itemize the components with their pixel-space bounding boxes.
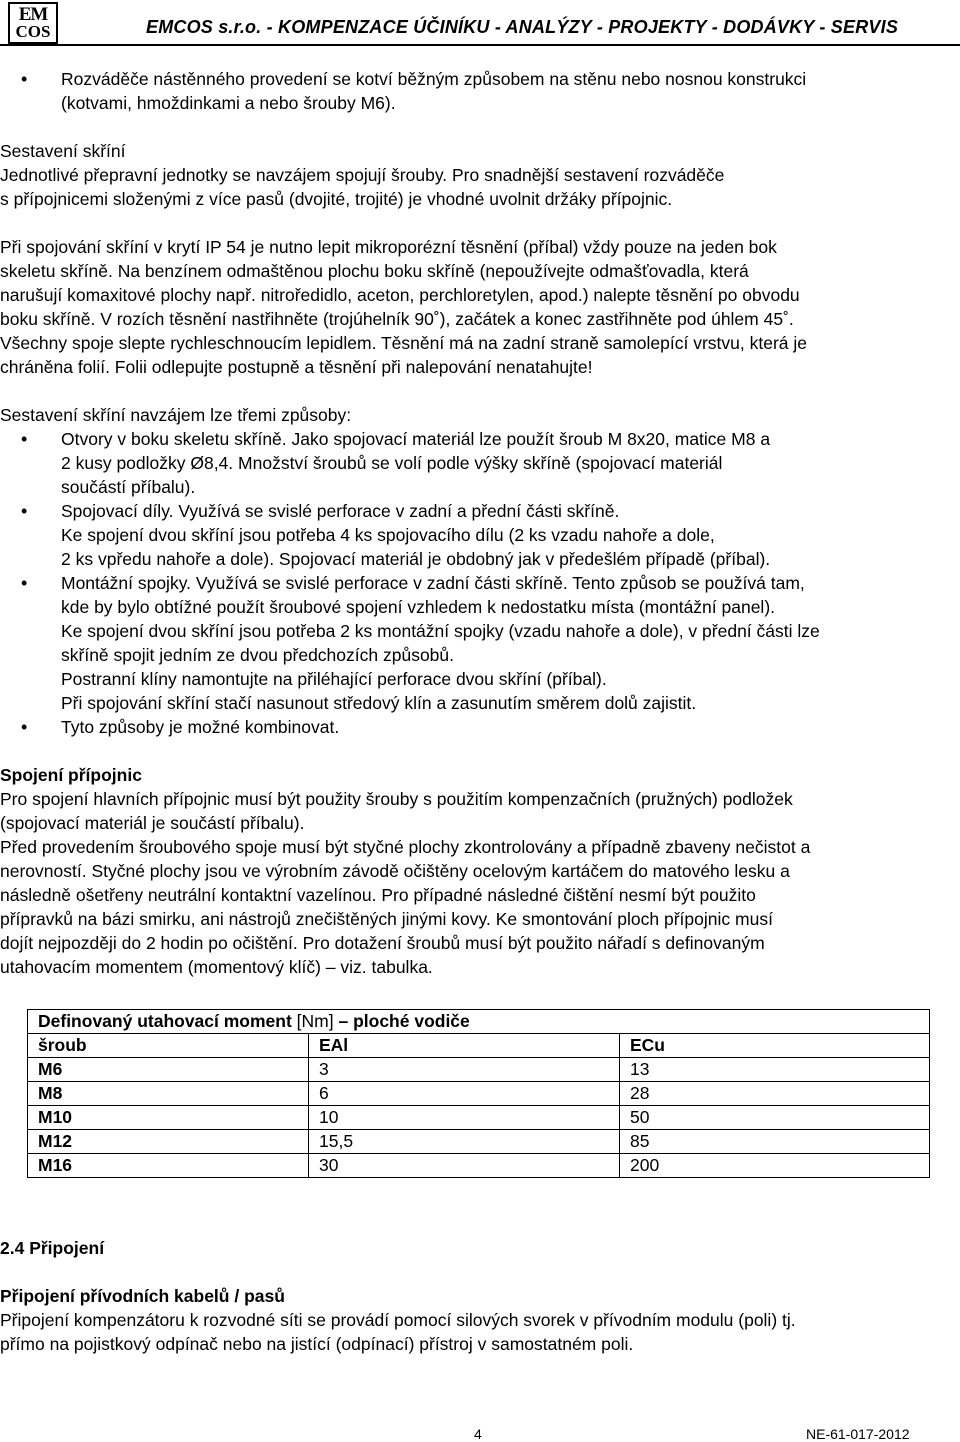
method-line: Při spojování skříní stačí nasunout středový klín a zasunutím směrem dolů zajistit. <box>61 693 697 713</box>
paragraph-line: utahovacím momentem (momentový klíč) – viz. tabulka. <box>0 957 433 977</box>
table-cell: 15,5 <box>309 1130 620 1154</box>
paragraph-line: Všechny spoje slepte rychleschnoucím lepidlem. Těsnění má na zadní straně samolepící vrstvu, která je <box>0 333 808 353</box>
column-header: EAl <box>309 1034 620 1058</box>
table-cell: 85 <box>620 1130 930 1154</box>
document-body <box>0 67 960 979</box>
section-heading: 2.4 Připojení <box>0 1238 105 1258</box>
table-cell: 50 <box>620 1106 930 1130</box>
method-line: 2 kusy podložky Ø8,4. Množství šroubů se volí podle výšky skříně (spojovací materiál <box>61 453 723 473</box>
paragraph-line: nerovností. Styčné plochy jsou ve výrobním závodě očištěny ocelovým kartáčem do matového lesku a <box>0 861 790 881</box>
table-cell: 30 <box>309 1154 620 1178</box>
paragraph-line: dojít nejpozději do 2 hodin po očištění. Pro dotažení šroubů musí být použito nářadí s definovaným <box>0 933 765 953</box>
document-number: NE-61-017-2012 <box>806 1426 910 1442</box>
table-title-main: Definovaný utahovací moment <box>38 1011 292 1031</box>
bullet-icon: • <box>21 501 28 521</box>
table-title-unit: [Nm] <box>291 1011 339 1031</box>
table-title-suffix: – ploché vodiče <box>338 1011 470 1031</box>
bullet-icon: • <box>21 429 28 449</box>
header-divider <box>0 44 960 46</box>
method-item <box>0 499 960 571</box>
section-heading: Sestavení skříní <box>0 141 126 161</box>
subsection-heading: Připojení přívodních kabelů / pasů <box>0 1286 285 1306</box>
paragraph-line: Jednotlivé přepravní jednotky se navzájem spojují šrouby. Pro snadnější sestavení rozváděče <box>0 165 725 185</box>
table-cell: 6 <box>309 1082 620 1106</box>
bullet-line: Rozváděče nástěnného provedení se kotví běžným způsobem na stěnu nebo nosnou konstrukci <box>61 69 807 89</box>
method-line: Spojovací díly. Využívá se svislé perforace v zadní a přední části skříně. <box>61 501 620 521</box>
method-item <box>0 427 960 499</box>
company-logo <box>8 2 58 44</box>
section-heading: Spojení přípojnic <box>0 765 142 785</box>
paragraph-line: Připojení kompenzátoru k rozvodné síti se provádí pomocí silových svorek v přívodním modulu (poli) tj. <box>0 1310 796 1330</box>
table-row <box>28 1130 930 1154</box>
table-cell: M16 <box>28 1154 309 1178</box>
table-cell: M10 <box>28 1106 309 1130</box>
method-line: Postranní klíny namontujte na přiléhající perforace dvou skříní (příbal). <box>61 669 607 689</box>
paragraph-line: (spojovací materiál je součástí příbalu). <box>0 813 305 833</box>
method-item <box>0 571 960 715</box>
torque-table <box>27 1009 930 1178</box>
table-cell: M8 <box>28 1082 309 1106</box>
table-cell: 13 <box>620 1058 930 1082</box>
method-line: součástí příbalu). <box>61 477 196 497</box>
table-cell: M6 <box>28 1058 309 1082</box>
column-header: ECu <box>620 1034 930 1058</box>
method-line: 2 ks vpředu nahoře a dole). Spojovací materiál je obdobný jak v předešlém případě (příbal). <box>61 549 771 569</box>
section-2-4 <box>0 1236 960 1356</box>
table-cell: 200 <box>620 1154 930 1178</box>
method-line: skříně spojit jedním ze dvou předchozích způsobů. <box>61 645 454 665</box>
header-title: EMCOS s.r.o. - KOMPENZACE ÚČINÍKU - ANALÝZY - PROJEKTY - DODÁVKY - SERVIS <box>146 17 899 37</box>
paragraph-line: Před provedením šroubového spoje musí být styčné plochy zkontrolovány a případně zbaveny nečistot a <box>0 837 811 857</box>
paragraph-line: přípravků na bázi smirku, ani nástrojů znečištěných jinými kovy. Ke smontování ploch přípojnic musí <box>0 909 773 929</box>
page-header <box>0 0 960 46</box>
method-line: Tyto způsoby je možné kombinovat. <box>61 717 340 737</box>
table-cell: 10 <box>309 1106 620 1130</box>
paragraph-line: přímo na pojistkový odpínač nebo na jistící (odpínací) přístroj v samostatném poli. <box>0 1334 634 1354</box>
method-line: Otvory v boku skeletu skříně. Jako spojovací materiál lze použít šroub M 8x20, matice M8 a <box>61 429 771 449</box>
logo-text-top: EM <box>18 4 48 25</box>
bullet-icon: • <box>21 573 28 593</box>
page-number: 4 <box>474 1426 482 1442</box>
bullet-line: (kotvami, hmoždinkami a nebo šrouby M6). <box>61 93 396 113</box>
column-header: šroub <box>28 1034 309 1058</box>
logo-text-bottom: COS <box>15 22 51 41</box>
method-line: kde by bylo obtížné použít šroubové spojení vzhledem k nedostatku místa (montážní panel). <box>61 597 776 617</box>
paragraph-line: narušují komaxitové plochy např. nitroředidlo, aceton, perchloretylen, apod.) nalepte těsnění po obvodu <box>0 285 800 305</box>
table-cell: 28 <box>620 1082 930 1106</box>
table-row <box>28 1154 930 1178</box>
mounting-bullet <box>0 67 960 115</box>
paragraph-line: chráněna folií. Folii odlepujte postupně a těsnění při nalepování nenatahujte! <box>0 357 593 377</box>
table-row <box>28 1106 930 1130</box>
table-cell: 3 <box>309 1058 620 1082</box>
paragraph-line: boku skříně. V rozích těsnění nastřihněte (trojúhelník 90˚), začátek a konec zastřihněte pod úhlem 45˚. <box>0 309 794 329</box>
paragraph-line: Pro spojení hlavních přípojnic musí být použity šrouby s použitím kompenzačních (pružných) podložek <box>0 789 793 809</box>
table-row <box>28 1082 930 1106</box>
paragraph-line: následně ošetřeny neutrální kontaktní vazelínou. Pro případné následné čištění nesmí být použito <box>0 885 756 905</box>
table-title-row <box>28 1010 930 1034</box>
bullet-icon: • <box>21 717 28 737</box>
bullet-icon: • <box>21 69 28 89</box>
paragraph-line: skeletu skříně. Na benzínem odmaštěnou plochu boku skříně (nepoužívejte odmašťovadla, která <box>0 261 749 281</box>
paragraph-line: s přípojnicemi složenými z více pasů (dvojité, trojité) je vhodné uvolnit držáky přípojnic. <box>0 189 673 209</box>
method-line: Montážní spojky. Využívá se svislé perforace v zadní části skříně. Tento způsob se používá tam, <box>61 573 805 593</box>
method-item <box>0 715 960 739</box>
table-header-row <box>28 1034 930 1058</box>
table-row <box>28 1058 930 1082</box>
table-cell: M12 <box>28 1130 309 1154</box>
table-title <box>28 1010 930 1034</box>
methods-intro: Sestavení skříní navzájem lze třemi způsoby: <box>0 405 352 425</box>
method-line: Ke spojení dvou skříní jsou potřeba 2 ks montážní spojky (vzadu nahoře a dole), v přední části lze <box>61 621 820 641</box>
method-line: Ke spojení dvou skříní jsou potřeba 4 ks spojovacího dílu (2 ks vzadu nahoře a dole, <box>61 525 715 545</box>
paragraph-line: Při spojování skříní v krytí IP 54 je nutno lepit mikroporézní těsnění (příbal) vždy pouze na jeden bok <box>0 237 777 257</box>
